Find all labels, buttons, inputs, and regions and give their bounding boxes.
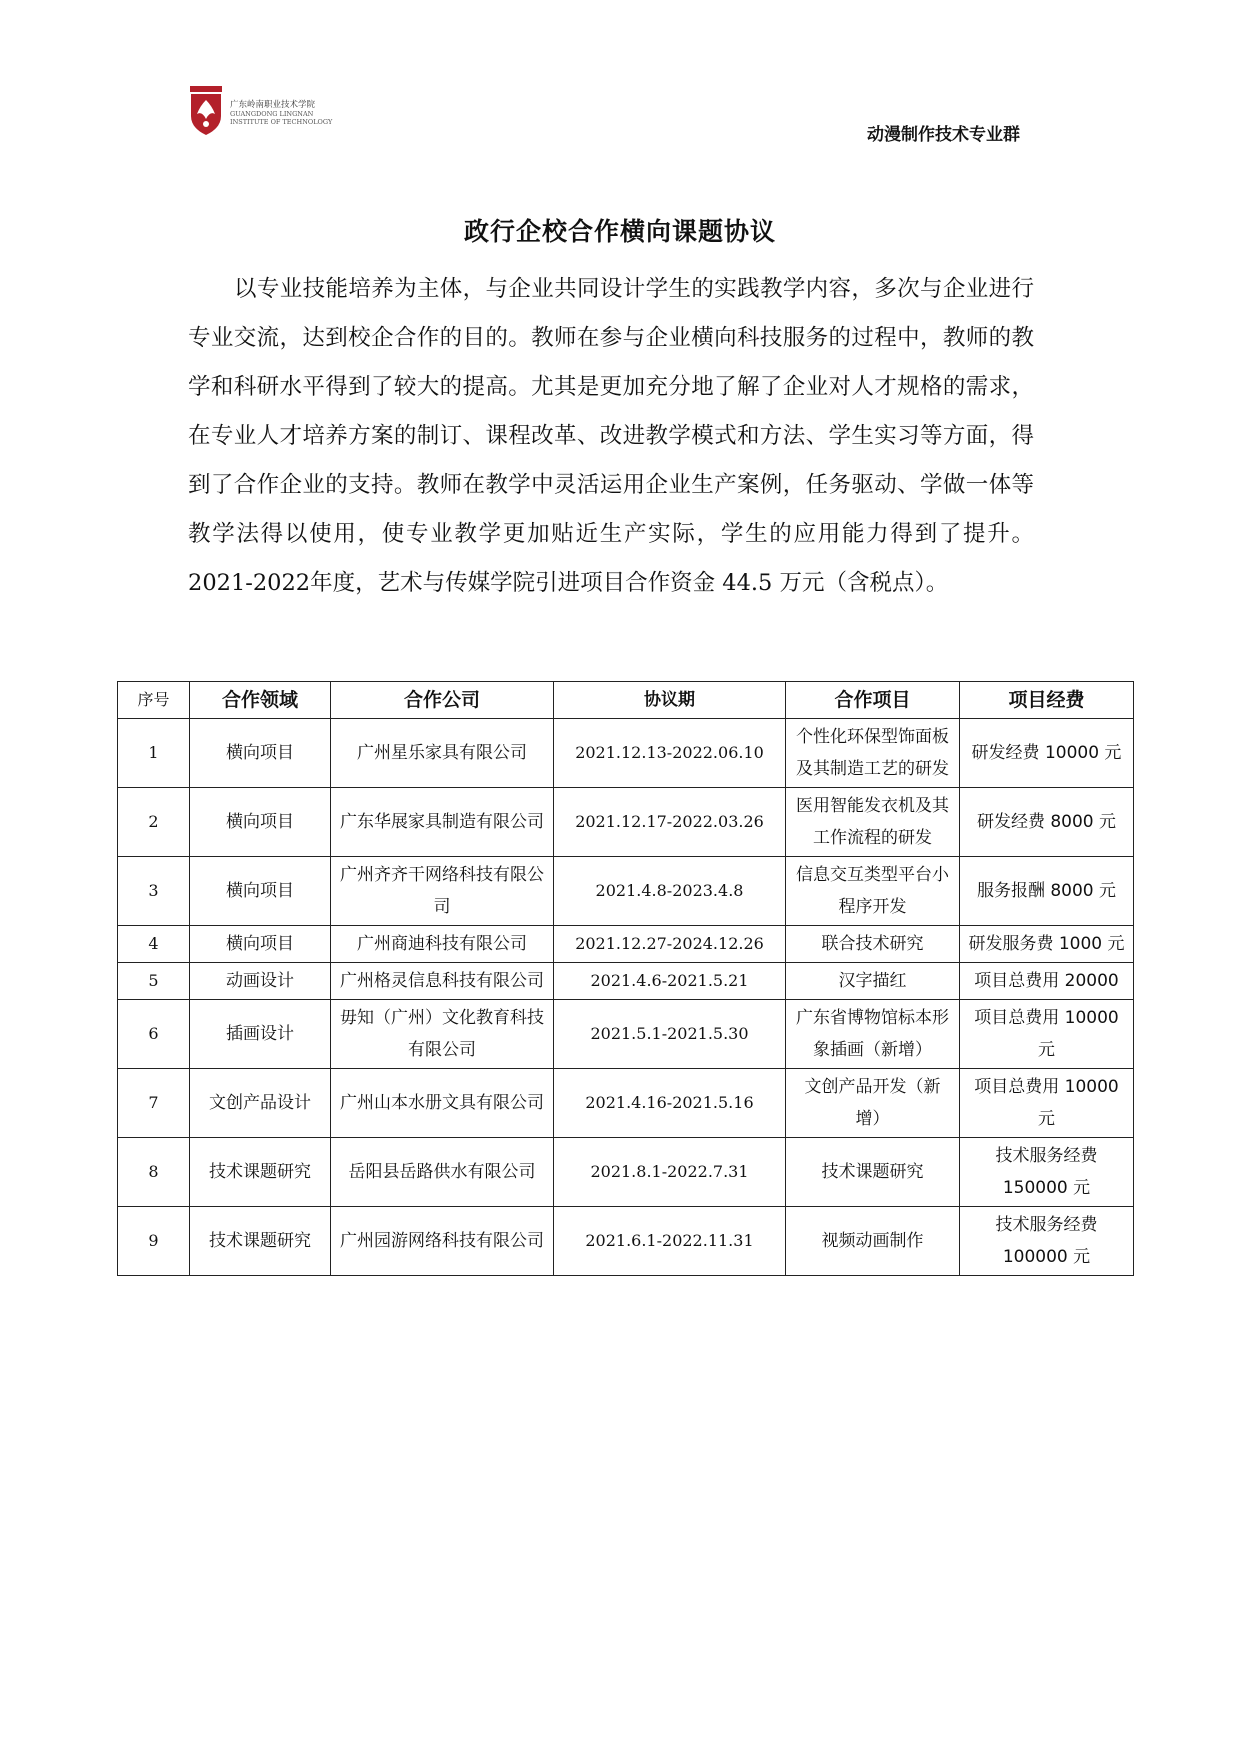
shield-emblem-icon xyxy=(188,86,224,136)
cell-project: 文创产品开发（新增） xyxy=(786,1069,960,1138)
cell-field: 横向项目 xyxy=(190,719,331,788)
cell-field: 动画设计 xyxy=(190,963,331,1000)
header-funding: 项目经费 xyxy=(960,682,1134,719)
cell-company: 广州园游网络科技有限公司 xyxy=(331,1207,554,1276)
cell-num: 5 xyxy=(118,963,190,1000)
document-title: 政行企校合作横向课题协议 xyxy=(463,217,776,246)
cell-period: 2021.4.16-2021.5.16 xyxy=(554,1069,786,1138)
logo-name-en-line2: INSTITUTE OF TECHNOLOGY xyxy=(230,118,333,126)
cell-period: 2021.4.6-2021.5.21 xyxy=(554,963,786,1000)
table-header-row xyxy=(118,682,1134,719)
table-row xyxy=(118,963,1134,1000)
table-row xyxy=(118,1069,1134,1138)
cell-field: 横向项目 xyxy=(190,788,331,857)
cell-company: 广州齐齐干网络科技有限公司 xyxy=(331,857,554,926)
cell-period: 2021.12.27-2024.12.26 xyxy=(554,926,786,963)
cell-company: 广州商迪科技有限公司 xyxy=(331,926,554,963)
intro-paragraph: 以专业技能培养为主体，与企业共同设计学生的实践教学内容，多次与企业进行专业交流，达到校企合作的目的。教师在参与企业横向科技服务的过程中，教师的教学和科研水平得到了较大的提高。尤其是更加充分地了解了企业对人才规格的需求，在专业人才培养方案的制订、课程改革、改进教学模式和方法、学生实习等方面，得到了合作企业的支持。教师在教学中灵活运用企业生产案例，任务驱动、学做一体等教学法得以使用，使专业教学更加贴近生产实际，学生的应用能力得到了提升。2021-2022年度，艺术与传媒学院引进项目合作资金 44.5 万元（含税点）。 xyxy=(188,276,1034,596)
cell-field: 插画设计 xyxy=(190,1000,331,1069)
cell-funding: 项目总费用 10000 元 xyxy=(960,1069,1134,1138)
cell-company: 广东华展家具制造有限公司 xyxy=(331,788,554,857)
cell-num: 2 xyxy=(118,788,190,857)
cell-company: 广州星乐家具有限公司 xyxy=(331,719,554,788)
table-row xyxy=(118,788,1134,857)
institute-logo xyxy=(188,86,338,138)
logo-name-en xyxy=(230,110,332,126)
cell-funding: 技术服务经费 150000 元 xyxy=(960,1138,1134,1207)
cell-project: 汉字描红 xyxy=(786,963,960,1000)
table-row xyxy=(118,1138,1134,1207)
cell-field: 横向项目 xyxy=(190,926,331,963)
header-field: 合作领域 xyxy=(190,682,331,719)
cell-company: 岳阳县岳路供水有限公司 xyxy=(331,1138,554,1207)
cell-period: 2021.12.13-2022.06.10 xyxy=(554,719,786,788)
cell-num: 4 xyxy=(118,926,190,963)
cell-funding: 项目总费用 10000 元 xyxy=(960,1000,1134,1069)
cell-num: 3 xyxy=(118,857,190,926)
cell-num: 7 xyxy=(118,1069,190,1138)
header-num: 序号 xyxy=(118,682,190,719)
cell-funding: 服务报酬 8000 元 xyxy=(960,857,1134,926)
cell-field: 技术课题研究 xyxy=(190,1138,331,1207)
cell-project: 医用智能发衣机及其工作流程的研发 xyxy=(786,788,960,857)
cell-funding: 研发经费 8000 元 xyxy=(960,788,1134,857)
cell-company: 毋知（广州）文化教育科技有限公司 xyxy=(331,1000,554,1069)
logo-name-cn: 广东岭南职业技术学院 xyxy=(230,100,316,110)
cell-period: 2021.6.1-2022.11.31 xyxy=(554,1207,786,1276)
cell-field: 文创产品设计 xyxy=(190,1069,331,1138)
cell-field: 横向项目 xyxy=(190,857,331,926)
cell-project: 技术课题研究 xyxy=(786,1138,960,1207)
table-row xyxy=(118,1207,1134,1276)
table-row xyxy=(118,926,1134,963)
cell-company: 广州格灵信息科技有限公司 xyxy=(331,963,554,1000)
table-row xyxy=(118,719,1134,788)
cell-project: 联合技术研究 xyxy=(786,926,960,963)
cell-project: 信息交互类型平台小程序开发 xyxy=(786,857,960,926)
header-project: 合作项目 xyxy=(786,682,960,719)
logo-name-en-line1: GUANGDONG LINGNAN xyxy=(230,110,314,118)
cell-funding: 研发服务费 1000 元 xyxy=(960,926,1134,963)
header-company: 合作公司 xyxy=(331,682,554,719)
cell-num: 1 xyxy=(118,719,190,788)
cell-field: 技术课题研究 xyxy=(190,1207,331,1276)
table-row xyxy=(118,1000,1134,1069)
specialty-group-name: 动漫制作技术专业群 xyxy=(867,125,1020,145)
cell-project: 广东省博物馆标本形象插画（新增） xyxy=(786,1000,960,1069)
cell-period: 2021.8.1-2022.7.31 xyxy=(554,1138,786,1207)
cell-period: 2021.5.1-2021.5.30 xyxy=(554,1000,786,1069)
cell-funding: 研发经费 10000 元 xyxy=(960,719,1134,788)
cell-period: 2021.4.8-2023.4.8 xyxy=(554,857,786,926)
cell-num: 8 xyxy=(118,1138,190,1207)
cell-num: 9 xyxy=(118,1207,190,1276)
cell-period: 2021.12.17-2022.03.26 xyxy=(554,788,786,857)
cooperation-table xyxy=(117,681,1134,1276)
cell-funding: 项目总费用 20000 xyxy=(960,963,1134,1000)
cell-company: 广州山本水册文具有限公司 xyxy=(331,1069,554,1138)
table-row xyxy=(118,857,1134,926)
cell-project: 个性化环保型饰面板及其制造工艺的研发 xyxy=(786,719,960,788)
cell-project: 视频动画制作 xyxy=(786,1207,960,1276)
header-period: 协议期 xyxy=(554,682,786,719)
cell-num: 6 xyxy=(118,1000,190,1069)
cell-funding: 技术服务经费 100000 元 xyxy=(960,1207,1134,1276)
